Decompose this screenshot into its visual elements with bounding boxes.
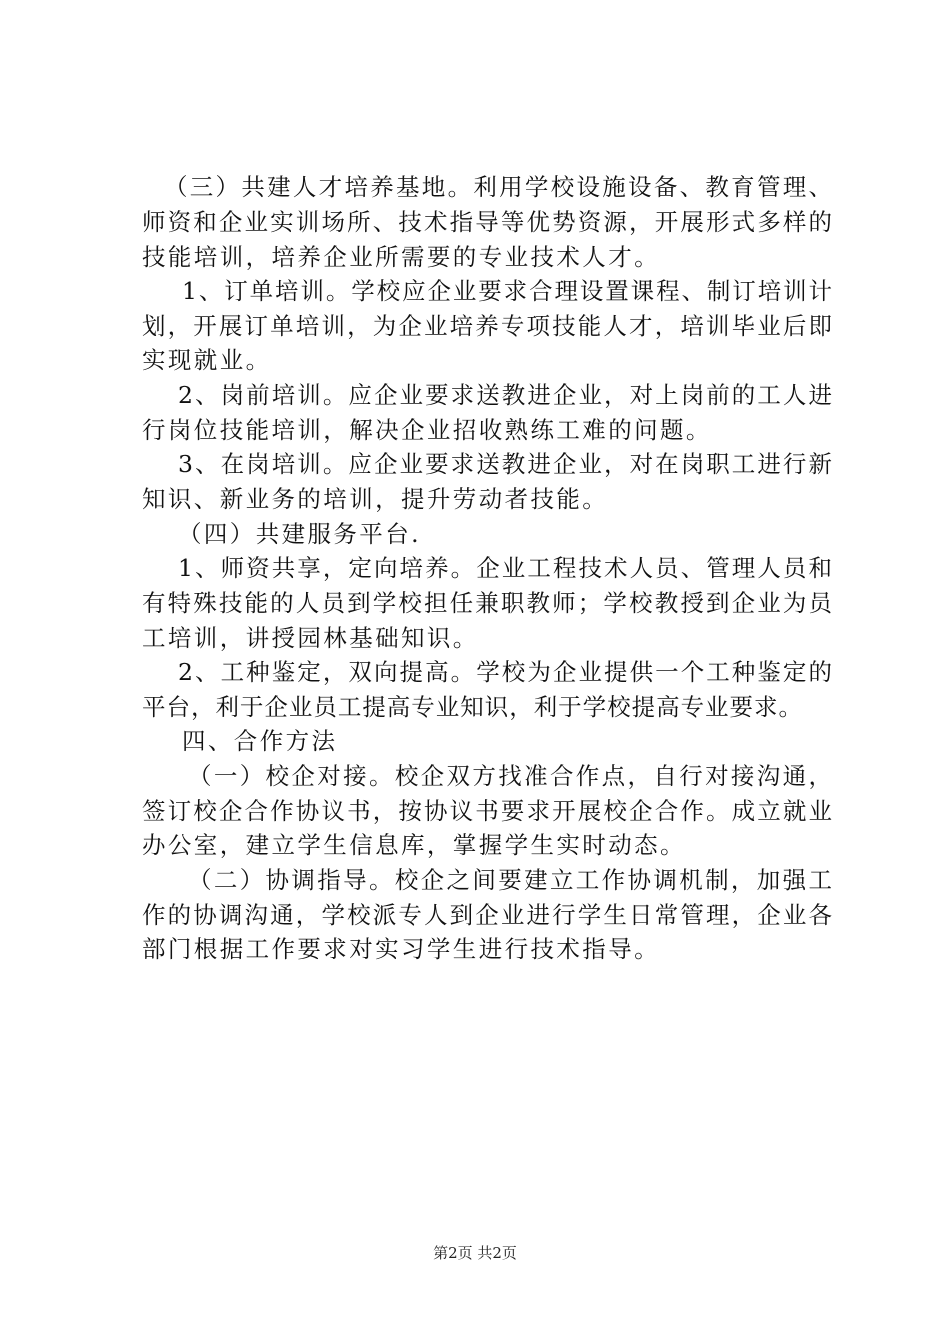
paragraph-line: （三）共建人才培养基地。利用学校设施设备、教育管理、 bbox=[164, 173, 832, 201]
paragraph-line: 实现就业。 bbox=[142, 346, 272, 374]
section-heading: （四）共建服务平台. bbox=[178, 520, 421, 548]
section-heading: 四、合作方法 bbox=[182, 727, 338, 755]
paragraph-line: 师资和企业实训场所、技术指导等优势资源，开展形式多样的 bbox=[142, 208, 832, 236]
paragraph-line: 1、师资共享，定向培养。企业工程技术人员、管理人员和 bbox=[178, 554, 832, 582]
paragraph-line: （一）校企对接。校企双方找准合作点，自行对接沟通， bbox=[188, 762, 832, 790]
paragraph-line: 知识、新业务的培训，提升劳动者技能。 bbox=[142, 485, 609, 513]
paragraph-line: 2、岗前培训。应企业要求送教进企业，对上岗前的工人进 bbox=[178, 381, 832, 409]
paragraph-line: 3、在岗培训。应企业要求送教进企业，对在岗职工进行新 bbox=[178, 450, 832, 478]
paragraph-line: 2、工种鉴定，双向提高。学校为企业提供一个工种鉴定的 bbox=[178, 658, 832, 686]
paragraph-line: 技能培训，培养企业所需要的专业技术人才。 bbox=[142, 243, 660, 271]
paragraph-line: 办公室，建立学生信息库，掌握学生实时动态。 bbox=[142, 831, 686, 859]
page-number-footer: 第2页 共2页 bbox=[433, 1244, 517, 1262]
paragraph-line: 工培训，讲授园林基础知识。 bbox=[142, 624, 479, 652]
paragraph-line: 作的协调沟通，学校派专人到企业进行学生日常管理，企业各 bbox=[142, 901, 832, 929]
paragraph-line: 划，开展订单培训，为企业培养专项技能人才，培训毕业后即 bbox=[142, 312, 832, 340]
paragraph-line: 有特殊技能的人员到学校担任兼职教师；学校教授到企业为员 bbox=[142, 589, 832, 617]
paragraph-line: 部门根据工作要求对实习学生进行技术指导。 bbox=[142, 935, 660, 963]
paragraph-line: 1、订单培训。学校应企业要求合理设置课程、制订培训计 bbox=[182, 277, 832, 305]
paragraph-line: 平台，利于企业员工提高专业知识，利于学校提高专业要求。 bbox=[142, 693, 802, 721]
paragraph-line: （二）协调指导。校企之间要建立工作协调机制，加强工 bbox=[188, 866, 832, 894]
paragraph-line: 签订校企合作协议书，按协议书要求开展校企合作。成立就业 bbox=[142, 797, 832, 825]
paragraph-line: 行岗位技能培训，解决企业招收熟练工难的问题。 bbox=[142, 416, 712, 444]
